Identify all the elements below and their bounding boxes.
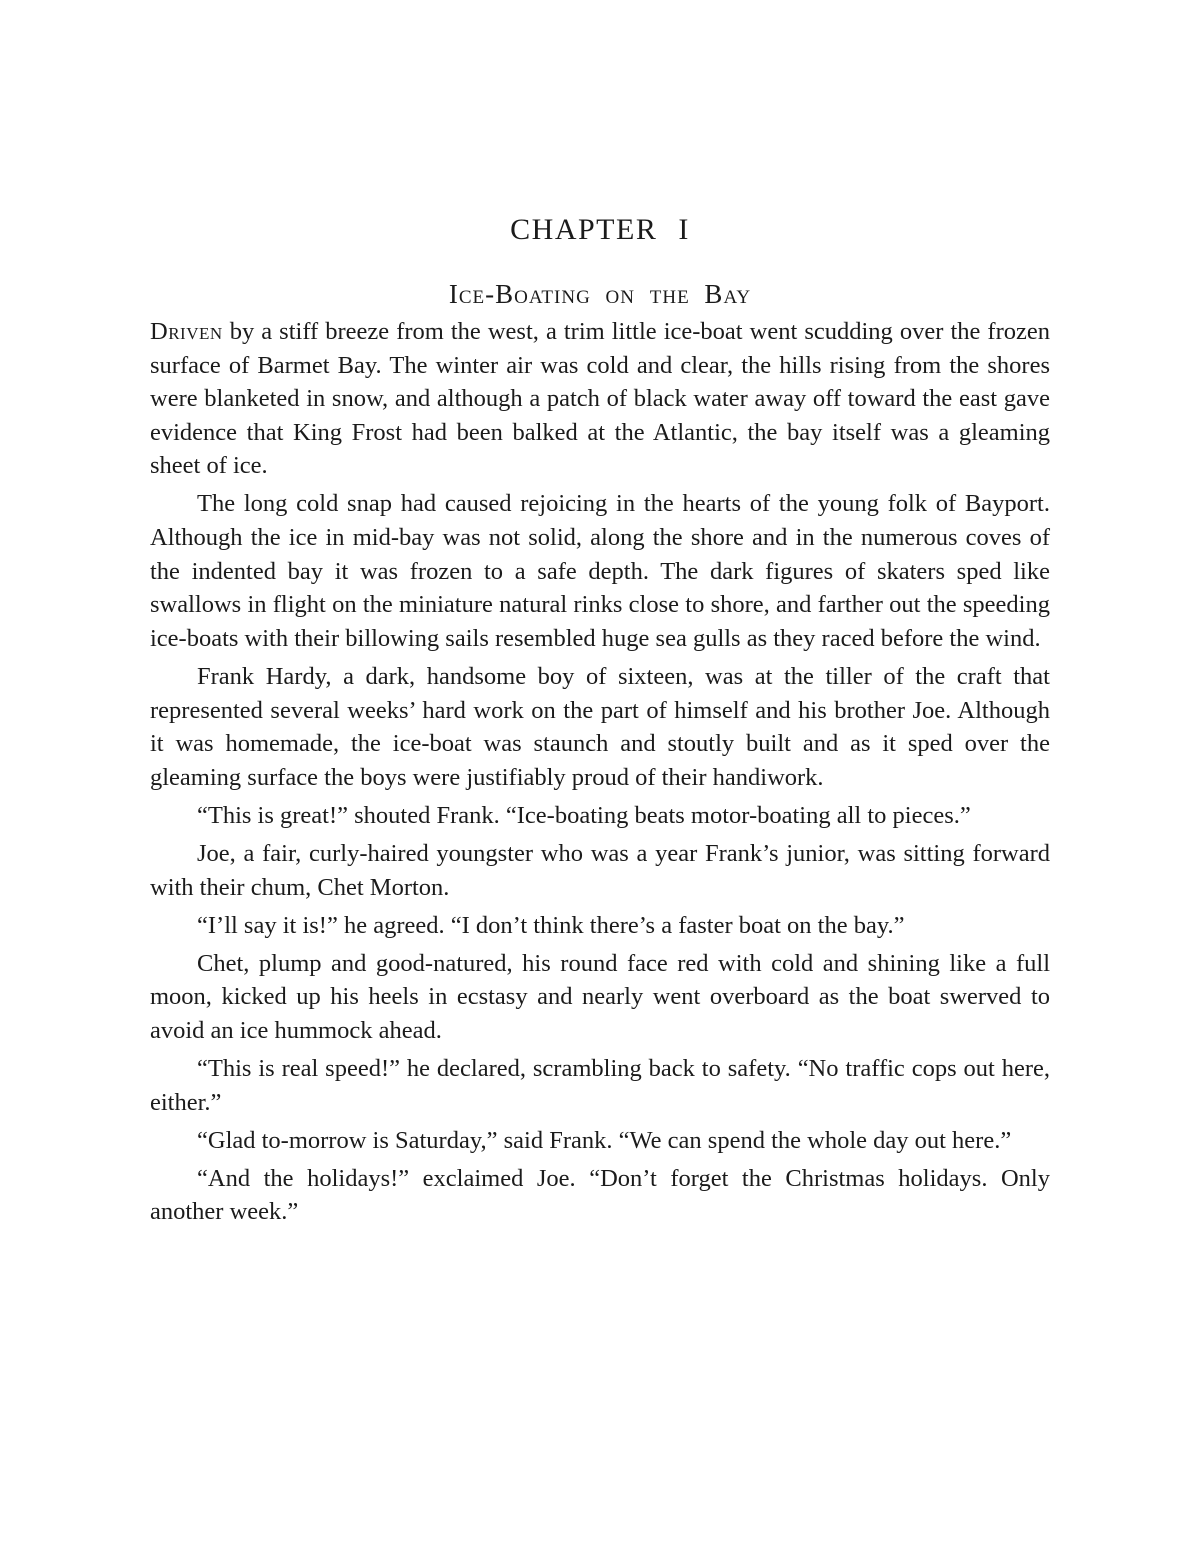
paragraph: Chet, plump and good-natured, his round face red with cold and shining like a full moon, kicked up his heels in ecstasy and nearly went overboard as the boat swerved to avoid an ice hummock ahead.: [150, 949, 1050, 1044]
lead-word-smallcaps: Driven: [150, 318, 223, 345]
paragraph: The long cold snap had caused rejoicing in the hearts of the young folk of Bayport. Although the ice in mid-bay was not solid, along the shore and in the numerous coves of the indented bay it was frozen to a safe depth. The dark figures of skaters sped like swallows in flight on the miniature natural rinks close to shore, and farther out the speeding ice-boats with their billowing sails resembled huge sea gulls as they raced before the wind.: [150, 490, 1050, 652]
paragraph: Joe, a fair, curly-haired youngster who was a year Frank’s junior, was sitting forward with their chum, Chet Morton.: [150, 839, 1050, 901]
chapter-title: Ice-Boating on the Bay: [448, 279, 752, 309]
chapter-heading: CHAPTER I: [510, 213, 690, 246]
paragraph: “And the holidays!” exclaimed Joe. “Don’t forget the Christmas holidays. Only another week.”: [150, 1164, 1050, 1226]
paragraph: “Glad to-morrow is Saturday,” said Frank. “We can spend the whole day out here.”: [197, 1126, 1012, 1154]
paragraph: “I’ll say it is!” he agreed. “I don’t think there’s a faster boat on the bay.”: [197, 911, 905, 939]
chapter-body-text: [150, 315, 1050, 1229]
paragraph: Driven by a stiff breeze from the west, a trim little ice-boat went scudding over the frozen surface of Barmet Bay. The winter air was cold and clear, the hills rising from the shores were blanketed in snow, and although a patch of black water away off toward the east gave evidence that King Frost had been balked at the Atlantic, the bay itself was a gleaming sheet of ice.: [150, 318, 1050, 480]
paragraph: Frank Hardy, a dark, handsome boy of sixteen, was at the tiller of the craft that represented several weeks’ hard work on the part of himself and his brother Joe. Although it was homemade, the ice-boat was staunch and stoutly built and as it sped over the gleaming surface the boys were justifiably proud of their handiwork.: [150, 662, 1050, 791]
paragraph: “This is great!” shouted Frank. “Ice-boating beats motor-boating all to pieces.”: [197, 801, 971, 829]
paragraph: “This is real speed!” he declared, scrambling back to safety. “No traffic cops out here, either.”: [150, 1054, 1050, 1116]
